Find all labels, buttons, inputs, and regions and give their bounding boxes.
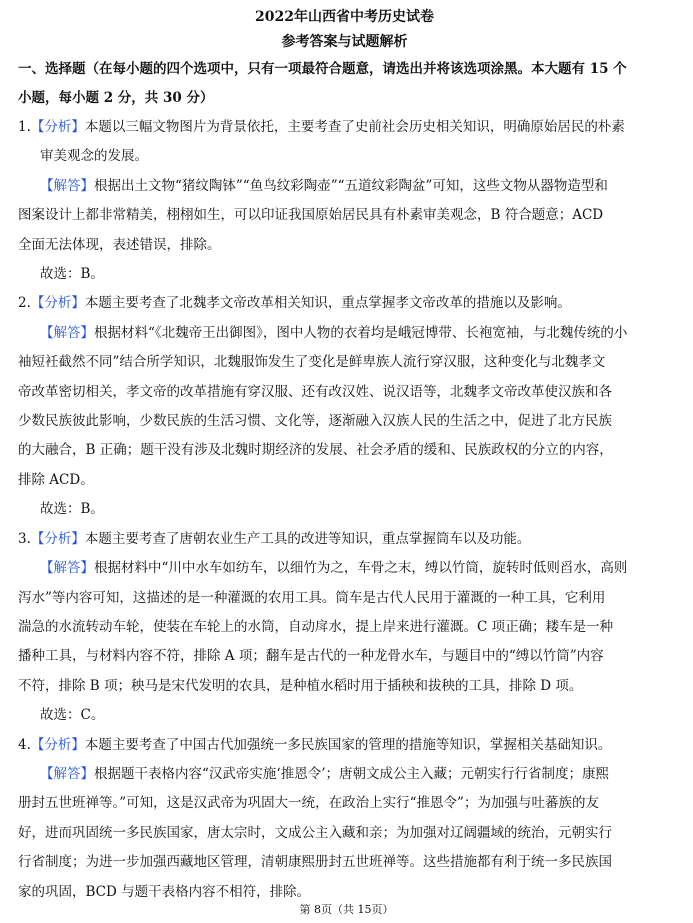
solution-text: 袖短衽截然不同”结合所学知识，北魏服饰发生了变化是鲜卑族人流行穿汉服，这种变化与北魏孝文 [18,354,606,371]
solution-text: 册封五世班禅等。”可知，这是汉武帝为巩固大一统，在政治上实行“推恩令”；为加强与吐蕃族的友 [18,795,599,812]
solution-text: 根据材料中“川中水车如纺车，以细竹为之，车骨之末，缚以竹筒，旋转时低则舀水，高则 [94,560,628,577]
answer-line: 故选：C。 [40,707,105,724]
page-subtitle: 参考答案与试题解析 [281,34,408,50]
analysis-line [18,289,671,318]
solution-tag: 【解答】 [40,560,94,577]
answer-line: 故选：B。 [40,266,104,283]
question-block [18,113,671,289]
solution-line [18,760,671,789]
solution-text: 帝改革密切相关，孝文帝的改革措施有穿汉服、还有改汉姓、说汉语等，北魏孝文帝改革使汉族和各 [18,383,612,400]
question-block [18,289,671,524]
analysis-line [18,113,671,142]
question-number: 1. [18,119,31,135]
solution-line [18,672,671,701]
solution-line [18,642,671,671]
question-number: 4. [18,736,31,753]
analysis-tag: 【分析】 [30,736,85,753]
analysis-tag: 【分析】 [30,530,85,547]
solution-tag: 【解答】 [40,177,94,194]
solution-text: 好，进而巩固统一多民族国家，唐太宗时，文成公主入藏和亲；为加强对辽阔疆域的统治，元朝实行 [18,824,612,841]
solution-line [18,613,671,642]
analysis-text: 本题以三幅文物图片为背景依托，主要考查了史前社会历史相关知识，明确原始居民的朴素 [84,119,625,135]
solution-text: 根据题干表格内容“汉武帝实施‘推恩令’；唐朝文成公主入藏；元朝实行行省制度；康熙 [94,765,609,782]
solution-line [18,848,671,877]
solution-tag: 【解答】 [40,324,94,341]
page-title: 2022年山西省中考历史试卷 [255,9,434,25]
solution-text: 图案设计上都非常精美，栩栩如生，可以印证我国原始居民具有朴素审美观念，B 符合题意；ACD [18,207,604,224]
solution-line [18,436,671,465]
solution-text: 泻水”等内容可知，这描述的是一种灌溉的农用工具。筒车是古代人民用于灌溉的一种工具，它利用 [18,589,606,606]
section-heading-line-1: 一、选择题（在每小题的四个选项中，只有一项最符合题意，请选出并将该选项涂黑。本大题有 15 个 [18,61,627,77]
solution-text: 的大融合，B 正确；题干没有涉及北魏时期经济的发展、社会矛盾的缓和、民族政权的分立的内容， [18,442,613,459]
solution-line [18,231,671,260]
solution-tag: 【解答】 [40,765,94,782]
solution-line [18,819,671,848]
solution-text: 根据出土文物“猪纹陶钵”“鱼鸟纹彩陶壶”“五道纹彩陶盆”可知，这些文物从器物造型和 [94,177,608,194]
section-heading-line-2: 小题，每小题 2 分，共 30 分） [18,90,214,106]
solution-line [18,201,671,230]
solution-line [18,378,671,407]
solution-text: 全面无法体现，表述错误，排除。 [18,236,221,253]
solution-line [18,584,671,613]
solution-line [18,348,671,377]
analysis-text: 本题主要考查了中国古代加强统一多民族国家的管理的措施等知识，掌握相关基础知识。 [84,736,612,753]
answer-line: 故选：B。 [40,501,104,518]
analysis-tag: 【分析】 [30,295,85,312]
solution-text: 湍急的水流转动车轮，使装在车轮上的水筒，自动戽水，提上岸来进行灌溉。C 项正确；耧车是一种 [18,618,614,635]
solution-text: 行省制度；为进一步加强西藏地区管理，清朝康熙册封五世班禅等。这些措施都有利于统一多民族国 [18,854,612,871]
solution-text: 不符，排除 B 项；秧马是宋代发明的农具，是种植水稻时用于插秧和拔秧的工具，排除 D 项。 [18,677,583,694]
solution-line [18,466,671,495]
analysis-line [18,142,671,171]
solution-line [18,554,671,583]
solution-text: 根据材料“《北魏帝王出御图》，图中人物的衣着均是峨冠博带、长袍宽袖，与北魏传统的小 [94,324,628,341]
analysis-text: 本题主要考查了唐朝农业生产工具的改进等知识，重点掌握筒车以及功能。 [84,530,531,547]
solution-line [18,407,671,436]
solution-line [18,319,671,348]
analysis-text: 审美观念的发展。 [40,148,148,165]
analysis-text: 本题主要考查了北魏孝文帝改革相关知识，重点掌握孝文帝改革的措施以及影响。 [84,295,571,312]
question-list [18,113,671,907]
solution-line [18,172,671,201]
analysis-line [18,525,671,554]
solution-text: 排除 ACD。 [18,471,94,488]
analysis-line [18,731,671,760]
question-block [18,731,671,907]
solution-line [18,789,671,818]
question-block [18,525,671,731]
question-number: 3. [18,530,31,547]
solution-text: 少数民族彼此影响，少数民族的生活习惯、文化等，逐渐融入汉族人民的生活之中，促进了北方民族 [18,413,612,430]
solution-text: 播种工具，与材料内容不符，排除 A 项；翻车是古代的一种龙骨水车，与题目中的“缚以竹筒”内容 [18,648,604,665]
question-number: 2. [18,295,31,312]
analysis-tag: 【分析】 [30,119,85,135]
solution-text: 家的巩固，BCD 与题干表格内容不相符，排除。 [18,883,311,900]
page-footer: 第 8页（共 15页） [299,903,394,916]
